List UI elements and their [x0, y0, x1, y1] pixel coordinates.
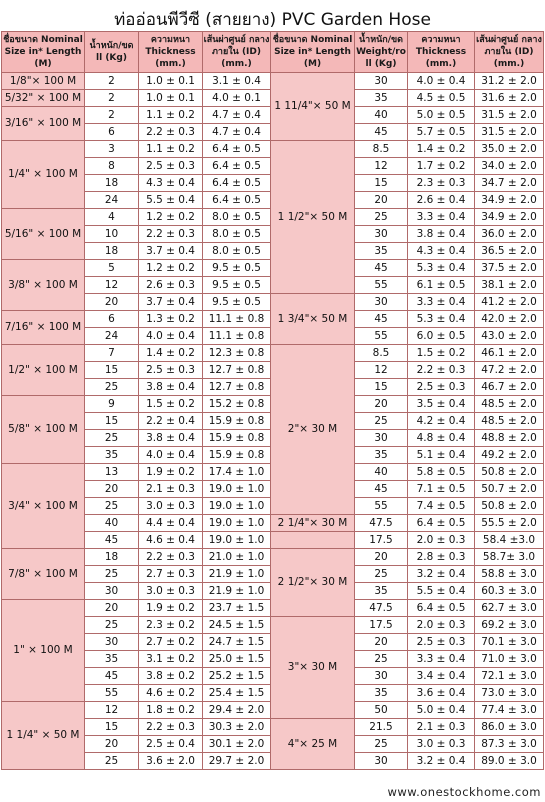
inner-diameter-cell: 15.9 ± 0.8 [203, 447, 271, 464]
thickness-cell: 3.4 ± 0.4 [408, 668, 475, 685]
weight-cell: 18 [85, 175, 139, 192]
nominal-size-cell: 1" × 100 M [2, 600, 85, 702]
thickness-cell: 1.3 ± 0.2 [139, 311, 203, 328]
weight-cell: 15 [355, 379, 408, 396]
inner-diameter-cell: 8.0 ± 0.5 [203, 243, 271, 260]
inner-diameter-cell: 58.7± 3.0 [475, 549, 544, 566]
inner-diameter-cell: 31.5 ± 2.0 [475, 107, 544, 124]
thickness-cell: 2.8 ± 0.3 [408, 549, 475, 566]
weight-cell: 25 [355, 736, 408, 753]
inner-diameter-cell: 62.7 ± 3.0 [475, 600, 544, 617]
thickness-cell: 3.8 ± 0.4 [139, 379, 203, 396]
thickness-cell: 1.5 ± 0.2 [139, 396, 203, 413]
column-header: ความหนา Thickness (mm.) [139, 32, 203, 73]
thickness-cell: 4.6 ± 0.2 [139, 685, 203, 702]
weight-cell: 12 [85, 702, 139, 719]
inner-diameter-cell: 31.5 ± 2.0 [475, 124, 544, 141]
inner-diameter-cell: 42.0 ± 2.0 [475, 311, 544, 328]
weight-cell: 45 [355, 481, 408, 498]
nominal-size-cell: 5/16" × 100 M [2, 209, 85, 260]
thickness-cell: 2.5 ± 0.4 [139, 736, 203, 753]
inner-diameter-cell: 34.9 ± 2.0 [475, 192, 544, 209]
thickness-cell: 2.5 ± 0.3 [139, 362, 203, 379]
thickness-cell: 5.7 ± 0.5 [408, 124, 475, 141]
thickness-cell: 1.9 ± 0.2 [139, 464, 203, 481]
thickness-cell: 3.3 ± 0.4 [408, 651, 475, 668]
thickness-cell: 1.1 ± 0.2 [139, 141, 203, 158]
inner-diameter-cell: 21.0 ± 1.0 [203, 549, 271, 566]
weight-cell: 45 [355, 124, 408, 141]
weight-cell: 13 [85, 464, 139, 481]
inner-diameter-cell: 17.4 ± 1.0 [203, 464, 271, 481]
thickness-cell: 5.1 ± 0.4 [408, 447, 475, 464]
nominal-size-cell: 1/8"× 100 M [2, 73, 85, 90]
thickness-cell: 3.2 ± 0.4 [408, 753, 475, 770]
thickness-cell: 7.4 ± 0.5 [408, 498, 475, 515]
inner-diameter-cell: 46.7 ± 2.0 [475, 379, 544, 396]
thickness-cell: 2.2 ± 0.3 [139, 719, 203, 736]
nominal-size-cell: 5/8" × 100 M [2, 396, 85, 464]
inner-diameter-cell: 60.3 ± 3.0 [475, 583, 544, 600]
weight-cell: 24 [85, 328, 139, 345]
nominal-size-cell: 1/2" × 100 M [2, 345, 85, 396]
weight-cell: 3 [85, 141, 139, 158]
header-row [2, 32, 544, 73]
weight-cell: 30 [355, 294, 408, 311]
thickness-cell: 4.8 ± 0.4 [408, 430, 475, 447]
inner-diameter-cell: 38.1 ± 2.0 [475, 277, 544, 294]
thickness-cell: 1.2 ± 0.2 [139, 260, 203, 277]
inner-diameter-cell: 19.0 ± 1.0 [203, 498, 271, 515]
thickness-cell: 2.6 ± 0.3 [139, 277, 203, 294]
inner-diameter-cell: 19.0 ± 1.0 [203, 532, 271, 549]
column-header: เส้นผ่าศูนย์ กลางภายใน (ID) (mm.) [203, 32, 271, 73]
thickness-cell: 3.0 ± 0.3 [139, 498, 203, 515]
weight-cell: 2 [85, 107, 139, 124]
inner-diameter-cell: 4.0 ± 0.1 [203, 90, 271, 107]
inner-diameter-cell: 12.7 ± 0.8 [203, 362, 271, 379]
thickness-cell: 2.2 ± 0.3 [408, 362, 475, 379]
thickness-cell: 2.7 ± 0.2 [139, 634, 203, 651]
thickness-cell: 3.7 ± 0.4 [139, 294, 203, 311]
weight-cell: 12 [355, 362, 408, 379]
inner-diameter-cell: 9.5 ± 0.5 [203, 260, 271, 277]
weight-cell: 25 [85, 498, 139, 515]
weight-cell: 25 [355, 413, 408, 430]
weight-cell: 9 [85, 396, 139, 413]
weight-cell: 25 [85, 566, 139, 583]
thickness-cell: 3.8 ± 0.4 [408, 226, 475, 243]
nominal-size-cell: 4"× 25 M [271, 719, 355, 770]
weight-cell: 55 [85, 685, 139, 702]
spec-table [1, 31, 544, 770]
thickness-cell: 3.2 ± 0.4 [408, 566, 475, 583]
inner-diameter-cell: 19.0 ± 1.0 [203, 515, 271, 532]
thickness-cell: 3.6 ± 0.4 [408, 685, 475, 702]
weight-cell: 55 [355, 498, 408, 515]
weight-cell: 6 [85, 124, 139, 141]
weight-cell: 35 [85, 651, 139, 668]
inner-diameter-cell: 31.6 ± 2.0 [475, 90, 544, 107]
weight-cell: 35 [355, 685, 408, 702]
nominal-size-cell: 1 1/4" × 50 M [2, 702, 85, 770]
weight-cell: 20 [85, 481, 139, 498]
thickness-cell: 3.6 ± 2.0 [139, 753, 203, 770]
weight-cell: 25 [355, 651, 408, 668]
thickness-cell: 6.4 ± 0.5 [408, 600, 475, 617]
weight-cell: 17.5 [355, 617, 408, 634]
thickness-cell: 2.3 ± 0.2 [139, 617, 203, 634]
inner-diameter-cell: 31.2 ± 2.0 [475, 73, 544, 90]
column-header: ชื่อขนาด Nominal Size in* Length (M) [271, 32, 355, 73]
weight-cell: 2 [85, 73, 139, 90]
column-header: ความหนา Thickness (mm.) [408, 32, 475, 73]
inner-diameter-cell: 25.4 ± 1.5 [203, 685, 271, 702]
thickness-cell: 1.1 ± 0.2 [139, 107, 203, 124]
inner-diameter-cell: 21.9 ± 1.0 [203, 566, 271, 583]
weight-cell: 25 [355, 566, 408, 583]
inner-diameter-cell: 6.4 ± 0.5 [203, 192, 271, 209]
weight-cell: 12 [85, 277, 139, 294]
weight-cell: 45 [85, 668, 139, 685]
page-title: ท่ออ่อนพีวีซี (สายยาง) PVC Garden Hose [114, 10, 431, 30]
website-footer: www.onestockhome.com [387, 785, 541, 799]
weight-cell: 35 [355, 447, 408, 464]
inner-diameter-cell: 24.5 ± 1.5 [203, 617, 271, 634]
thickness-cell: 4.0 ± 0.4 [139, 447, 203, 464]
thickness-cell: 1.0 ± 0.1 [139, 90, 203, 107]
inner-diameter-cell: 6.4 ± 0.5 [203, 141, 271, 158]
weight-cell: 25 [85, 430, 139, 447]
weight-cell: 47.5 [355, 515, 408, 532]
column-header: เส้นผ่าศูนย์ กลางภายใน (ID) (mm.) [475, 32, 544, 73]
inner-diameter-cell: 50.8 ± 2.0 [475, 498, 544, 515]
inner-diameter-cell: 48.5 ± 2.0 [475, 396, 544, 413]
weight-cell: 15 [85, 413, 139, 430]
nominal-size-cell: 7/16" × 100 M [2, 311, 85, 345]
inner-diameter-cell: 15.2 ± 0.8 [203, 396, 271, 413]
inner-diameter-cell: 49.2 ± 2.0 [475, 447, 544, 464]
weight-cell: 20 [355, 549, 408, 566]
thickness-cell: 2.5 ± 0.3 [408, 379, 475, 396]
inner-diameter-cell: 48.5 ± 2.0 [475, 413, 544, 430]
nominal-size-cell: 1/4" × 100 M [2, 141, 85, 209]
thickness-cell: 3.3 ± 0.4 [408, 209, 475, 226]
thickness-cell: 6.4 ± 0.5 [408, 515, 475, 532]
weight-cell: 25 [85, 379, 139, 396]
weight-cell: 18 [85, 243, 139, 260]
thickness-cell: 3.8 ± 0.2 [139, 668, 203, 685]
thickness-cell: 3.0 ± 0.3 [139, 583, 203, 600]
weight-cell: 55 [355, 277, 408, 294]
nominal-size-cell: 2 1/2"× 30 M [271, 549, 355, 617]
thickness-cell: 5.3 ± 0.4 [408, 311, 475, 328]
inner-diameter-cell: 43.0 ± 2.0 [475, 328, 544, 345]
thickness-cell: 2.7 ± 0.3 [139, 566, 203, 583]
inner-diameter-cell: 50.8 ± 2.0 [475, 464, 544, 481]
thickness-cell: 6.0 ± 0.5 [408, 328, 475, 345]
thickness-cell: 1.4 ± 0.2 [139, 345, 203, 362]
nominal-size-cell: 3/4" × 100 M [2, 464, 85, 549]
inner-diameter-cell: 37.5 ± 2.0 [475, 260, 544, 277]
inner-diameter-cell: 3.1 ± 0.4 [203, 73, 271, 90]
thickness-cell: 7.1 ± 0.5 [408, 481, 475, 498]
thickness-cell: 6.1 ± 0.5 [408, 277, 475, 294]
nominal-size-cell: 1 11/4"× 50 M [271, 73, 355, 141]
inner-diameter-cell: 11.1 ± 0.8 [203, 311, 271, 328]
inner-diameter-cell: 8.0 ± 0.5 [203, 226, 271, 243]
weight-cell: 18 [85, 549, 139, 566]
nominal-size-cell: 3/8" × 100 M [2, 260, 85, 311]
thickness-cell: 5.5 ± 0.4 [408, 583, 475, 600]
weight-cell: 20 [85, 736, 139, 753]
weight-cell: 8 [85, 158, 139, 175]
thickness-cell: 2.5 ± 0.3 [139, 158, 203, 175]
thickness-cell: 2.2 ± 0.3 [139, 124, 203, 141]
thickness-cell: 4.6 ± 0.4 [139, 532, 203, 549]
thickness-cell: 1.5 ± 0.2 [408, 345, 475, 362]
thickness-cell: 5.0 ± 0.4 [408, 702, 475, 719]
inner-diameter-cell: 6.4 ± 0.5 [203, 158, 271, 175]
inner-diameter-cell: 23.7 ± 1.5 [203, 600, 271, 617]
inner-diameter-cell: 73.0 ± 3.0 [475, 685, 544, 702]
inner-diameter-cell: 58.4 ±3.0 [475, 532, 544, 549]
weight-cell: 21.5 [355, 719, 408, 736]
inner-diameter-cell: 25.2 ± 1.5 [203, 668, 271, 685]
thickness-cell: 4.0 ± 0.4 [408, 73, 475, 90]
inner-diameter-cell: 36.5 ± 2.0 [475, 243, 544, 260]
inner-diameter-cell: 29.7 ± 2.0 [203, 753, 271, 770]
inner-diameter-cell: 47.2 ± 2.0 [475, 362, 544, 379]
inner-diameter-cell: 34.7 ± 2.0 [475, 175, 544, 192]
nominal-size-cell [271, 532, 355, 549]
inner-diameter-cell: 34.9 ± 2.0 [475, 209, 544, 226]
thickness-cell: 4.5 ± 0.5 [408, 90, 475, 107]
weight-cell: 30 [355, 430, 408, 447]
weight-cell: 5 [85, 260, 139, 277]
thickness-cell: 1.8 ± 0.2 [139, 702, 203, 719]
weight-cell: 30 [355, 73, 408, 90]
weight-cell: 7 [85, 345, 139, 362]
weight-cell: 15 [85, 362, 139, 379]
weight-cell: 20 [355, 396, 408, 413]
thickness-cell: 4.3 ± 0.4 [139, 175, 203, 192]
weight-cell: 25 [355, 209, 408, 226]
weight-cell: 35 [355, 90, 408, 107]
table-row [2, 141, 544, 158]
inner-diameter-cell: 77.4 ± 3.0 [475, 702, 544, 719]
weight-cell: 12 [355, 158, 408, 175]
weight-cell: 40 [85, 515, 139, 532]
nominal-size-cell: 3/16" × 100 M [2, 107, 85, 141]
weight-cell: 35 [355, 583, 408, 600]
weight-cell: 55 [355, 328, 408, 345]
inner-diameter-cell: 25.0 ± 1.5 [203, 651, 271, 668]
table-row [2, 345, 544, 362]
thickness-cell: 5.5 ± 0.4 [139, 192, 203, 209]
inner-diameter-cell: 11.1 ± 0.8 [203, 328, 271, 345]
inner-diameter-cell: 69.2 ± 3.0 [475, 617, 544, 634]
inner-diameter-cell: 6.4 ± 0.5 [203, 175, 271, 192]
weight-cell: 20 [85, 600, 139, 617]
inner-diameter-cell: 89.0 ± 3.0 [475, 753, 544, 770]
nominal-size-cell: 1 1/2"× 50 M [271, 141, 355, 294]
thickness-cell: 2.5 ± 0.3 [408, 634, 475, 651]
weight-cell: 30 [85, 583, 139, 600]
thickness-cell: 3.0 ± 0.3 [408, 736, 475, 753]
weight-cell: 15 [85, 719, 139, 736]
nominal-size-cell: 3"× 30 M [271, 617, 355, 719]
inner-diameter-cell: 87.3 ± 3.0 [475, 736, 544, 753]
weight-cell: 50 [355, 702, 408, 719]
inner-diameter-cell: 12.7 ± 0.8 [203, 379, 271, 396]
thickness-cell: 2.2 ± 0.3 [139, 549, 203, 566]
weight-cell: 24 [85, 192, 139, 209]
table-row [2, 549, 544, 566]
inner-diameter-cell: 46.1 ± 2.0 [475, 345, 544, 362]
thickness-cell: 3.7 ± 0.4 [139, 243, 203, 260]
weight-cell: 40 [355, 107, 408, 124]
inner-diameter-cell: 29.4 ± 2.0 [203, 702, 271, 719]
thickness-cell: 2.6 ± 0.4 [408, 192, 475, 209]
thickness-cell: 4.3 ± 0.4 [408, 243, 475, 260]
thickness-cell: 2.2 ± 0.4 [139, 413, 203, 430]
thickness-cell: 3.5 ± 0.4 [408, 396, 475, 413]
thickness-cell: 3.3 ± 0.4 [408, 294, 475, 311]
inner-diameter-cell: 48.8 ± 2.0 [475, 430, 544, 447]
thickness-cell: 2.1 ± 0.3 [408, 719, 475, 736]
weight-cell: 8.5 [355, 345, 408, 362]
thickness-cell: 3.1 ± 0.2 [139, 651, 203, 668]
thickness-cell: 2.0 ± 0.3 [408, 617, 475, 634]
inner-diameter-cell: 70.1 ± 3.0 [475, 634, 544, 651]
weight-cell: 6 [85, 311, 139, 328]
thickness-cell: 1.2 ± 0.2 [139, 209, 203, 226]
weight-cell: 35 [85, 447, 139, 464]
thickness-cell: 5.8 ± 0.5 [408, 464, 475, 481]
inner-diameter-cell: 15.9 ± 0.8 [203, 430, 271, 447]
inner-diameter-cell: 8.0 ± 0.5 [203, 209, 271, 226]
weight-cell: 20 [85, 294, 139, 311]
weight-cell: 17.5 [355, 532, 408, 549]
thickness-cell: 1.0 ± 0.1 [139, 73, 203, 90]
thickness-cell: 4.2 ± 0.4 [408, 413, 475, 430]
thickness-cell: 2.0 ± 0.3 [408, 532, 475, 549]
weight-cell: 20 [355, 634, 408, 651]
weight-cell: 20 [355, 192, 408, 209]
inner-diameter-cell: 55.5 ± 2.0 [475, 515, 544, 532]
thickness-cell: 1.4 ± 0.2 [408, 141, 475, 158]
inner-diameter-cell: 19.0 ± 1.0 [203, 481, 271, 498]
column-header: น้ำหนัก/ขด Weight/ro ll (Kg) [355, 32, 408, 73]
inner-diameter-cell: 58.8 ± 3.0 [475, 566, 544, 583]
inner-diameter-cell: 30.3 ± 2.0 [203, 719, 271, 736]
weight-cell: 25 [85, 617, 139, 634]
inner-diameter-cell: 9.5 ± 0.5 [203, 277, 271, 294]
inner-diameter-cell: 34.0 ± 2.0 [475, 158, 544, 175]
inner-diameter-cell: 21.9 ± 1.0 [203, 583, 271, 600]
thickness-cell: 5.3 ± 0.4 [408, 260, 475, 277]
weight-cell: 30 [355, 753, 408, 770]
weight-cell: 30 [355, 226, 408, 243]
inner-diameter-cell: 4.7 ± 0.4 [203, 107, 271, 124]
thickness-cell: 4.4 ± 0.4 [139, 515, 203, 532]
inner-diameter-cell: 36.0 ± 2.0 [475, 226, 544, 243]
weight-cell: 4 [85, 209, 139, 226]
inner-diameter-cell: 35.0 ± 2.0 [475, 141, 544, 158]
weight-cell: 45 [85, 532, 139, 549]
weight-cell: 45 [355, 311, 408, 328]
inner-diameter-cell: 41.2 ± 2.0 [475, 294, 544, 311]
column-header: น้ำหนัก/ขด ll (Kg) [85, 32, 139, 73]
thickness-cell: 4.0 ± 0.4 [139, 328, 203, 345]
weight-cell: 2 [85, 90, 139, 107]
weight-cell: 40 [355, 464, 408, 481]
weight-cell: 10 [85, 226, 139, 243]
inner-diameter-cell: 4.7 ± 0.4 [203, 124, 271, 141]
column-header: ชื่อขนาด Nominal Size in* Length (M) [2, 32, 85, 73]
thickness-cell: 2.1 ± 0.3 [139, 481, 203, 498]
weight-cell: 8.5 [355, 141, 408, 158]
weight-cell: 30 [85, 634, 139, 651]
table-row [2, 73, 544, 90]
nominal-size-cell: 1 3/4"× 50 M [271, 294, 355, 345]
thickness-cell: 1.9 ± 0.2 [139, 600, 203, 617]
thickness-cell: 5.0 ± 0.5 [408, 107, 475, 124]
weight-cell: 30 [355, 668, 408, 685]
inner-diameter-cell: 72.1 ± 3.0 [475, 668, 544, 685]
inner-diameter-cell: 71.0 ± 3.0 [475, 651, 544, 668]
weight-cell: 25 [85, 753, 139, 770]
thickness-cell: 1.7 ± 0.2 [408, 158, 475, 175]
inner-diameter-cell: 9.5 ± 0.5 [203, 294, 271, 311]
weight-cell: 35 [355, 243, 408, 260]
inner-diameter-cell: 15.9 ± 0.8 [203, 413, 271, 430]
inner-diameter-cell: 50.7 ± 2.0 [475, 481, 544, 498]
thickness-cell: 2.2 ± 0.3 [139, 226, 203, 243]
inner-diameter-cell: 30.1 ± 2.0 [203, 736, 271, 753]
nominal-size-cell: 2 1/4"× 30 M [271, 515, 355, 532]
inner-diameter-cell: 24.7 ± 1.5 [203, 634, 271, 651]
weight-cell: 47.5 [355, 600, 408, 617]
nominal-size-cell: 5/32" × 100 M [2, 90, 85, 107]
nominal-size-cell: 7/8" × 100 M [2, 549, 85, 600]
inner-diameter-cell: 12.3 ± 0.8 [203, 345, 271, 362]
nominal-size-cell: 2"× 30 M [271, 345, 355, 515]
weight-cell: 15 [355, 175, 408, 192]
weight-cell: 45 [355, 260, 408, 277]
inner-diameter-cell: 86.0 ± 3.0 [475, 719, 544, 736]
thickness-cell: 3.8 ± 0.4 [139, 430, 203, 447]
thickness-cell: 2.3 ± 0.3 [408, 175, 475, 192]
